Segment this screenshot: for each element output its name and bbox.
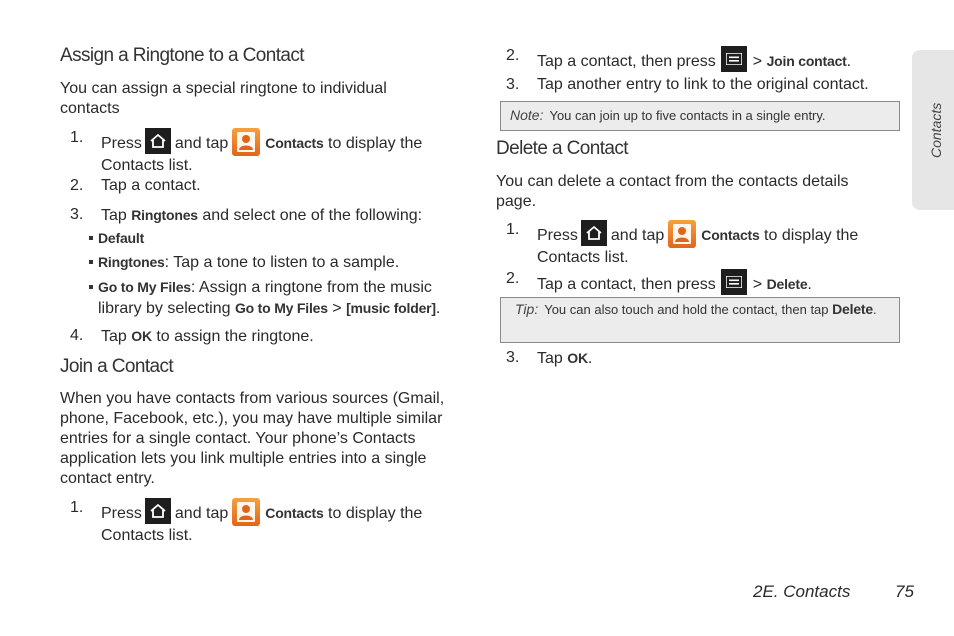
step-text: Press [101, 135, 142, 152]
footer-section-name: 2E. Contacts [753, 582, 851, 601]
punctuation: . [587, 350, 593, 367]
step-number: 3. [506, 349, 520, 366]
step-text: Tap [537, 350, 563, 367]
step-text: to display the Contacts list. [101, 135, 423, 174]
go-to-my-files-path: Go to My Files [234, 300, 328, 316]
home-icon [581, 220, 607, 246]
note-label: Note: [510, 107, 544, 123]
tip-text: You can also touch and hold the contact, then tap [544, 302, 829, 317]
delete-contact-intro: You can delete a contact from the contacts details page. [496, 173, 849, 210]
join-contact-intro: When you have contacts from various sources (Gmail, phone, Facebook, etc.), you may have multiple similar entries for a single contact. Your phone’s Contacts application lets you link multiple entries into a single contact entry. [60, 390, 445, 487]
side-tab-label: Contacts [928, 102, 944, 158]
step-number: 1. [506, 221, 520, 238]
step-text: Tap [101, 207, 127, 224]
contacts-app-label: Contacts [265, 505, 324, 521]
bullet-marker [89, 285, 93, 289]
assign-step-1 [70, 128, 470, 174]
tip-box [500, 297, 900, 343]
assign-ringtone-intro: You can assign a special ringtone to individual contacts [60, 80, 387, 117]
step-text: to display the Contacts list. [101, 505, 423, 544]
step-number: 3. [506, 76, 520, 93]
join-step-3 [506, 75, 902, 95]
step-text: Tap [101, 328, 127, 345]
step-number: 1. [70, 499, 84, 516]
assign-ringtone-heading: Assign a Ringtone to a Contact [60, 45, 304, 66]
path-separator: > [752, 276, 763, 293]
path-separator: > [752, 53, 763, 70]
delete-step-2 [506, 269, 902, 293]
default-label: Default [98, 230, 145, 246]
option-text: : Assign a ringtone from the music library by selecting [98, 279, 432, 317]
option-go-to-my-files [89, 277, 471, 317]
contacts-app-label: Contacts [701, 227, 760, 243]
assign-step-4 [70, 326, 470, 346]
step-number: 2. [70, 177, 84, 194]
ok-label: OK [567, 350, 588, 366]
step-number: 2. [506, 47, 520, 64]
step-text: and select one of the following: [202, 207, 423, 224]
step-text: Tap a contact, then press [537, 276, 716, 293]
join-step-2 [506, 46, 902, 70]
option-default [89, 228, 469, 248]
menu-icon [721, 46, 747, 72]
option-ringtones [89, 252, 469, 272]
punctuation: . [872, 302, 877, 317]
punctuation: . [435, 300, 441, 317]
delete-label: Delete [832, 301, 873, 317]
step-number: 4. [70, 327, 84, 344]
punctuation: . [846, 53, 852, 70]
assign-step-3 [70, 205, 470, 225]
go-to-my-files-label: Go to My Files [98, 279, 191, 295]
step-text: to assign the ringtone. [156, 328, 314, 345]
path-separator: > [332, 300, 342, 317]
assign-step-2 [70, 176, 470, 196]
ok-label: OK [131, 328, 152, 344]
contacts-app-label: Contacts [265, 135, 324, 151]
step-text: Tap a contact, then press [537, 53, 716, 70]
step-text: and tap [174, 505, 229, 522]
note-box [500, 101, 900, 131]
music-folder-label: [music folder] [346, 300, 436, 316]
section-side-tab [912, 50, 954, 210]
delete-step-3 [506, 348, 902, 368]
note-text: You can join up to five contacts in a single entry. [549, 108, 826, 123]
step-text: and tap [174, 135, 229, 152]
step-text: Tap another entry to link to the original contact. [537, 76, 869, 93]
option-text: : Tap a tone to listen to a sample. [164, 254, 400, 271]
contacts-app-icon [668, 220, 696, 248]
home-icon [145, 498, 171, 524]
punctuation: . [807, 276, 812, 293]
contacts-app-icon [232, 128, 260, 156]
ringtones-label: Ringtones [131, 207, 198, 223]
step-number: 3. [70, 206, 84, 223]
delete-label: Delete [766, 276, 808, 292]
join-contact-heading: Join a Contact [60, 356, 174, 377]
step-number: 2. [506, 270, 520, 287]
step-text: Press [537, 227, 578, 244]
delete-contact-heading: Delete a Contact [496, 138, 628, 159]
step-text: and tap [610, 227, 665, 244]
step-text: to display the Contacts list. [537, 227, 859, 266]
bullet-marker [89, 260, 93, 264]
join-contact-label: Join contact [766, 53, 847, 69]
step-text: Tap a contact. [101, 177, 201, 194]
join-step-1 [70, 498, 470, 544]
home-icon [145, 128, 171, 154]
delete-step-1 [506, 220, 902, 266]
contacts-app-icon [232, 498, 260, 526]
tip-label: Tip: [515, 301, 539, 317]
footer-page-number: 75 [895, 582, 914, 601]
menu-icon [721, 269, 747, 295]
step-number: 1. [70, 129, 84, 146]
step-text: Press [101, 505, 142, 522]
ringtones-label: Ringtones [98, 254, 165, 270]
bullet-marker [89, 236, 93, 240]
